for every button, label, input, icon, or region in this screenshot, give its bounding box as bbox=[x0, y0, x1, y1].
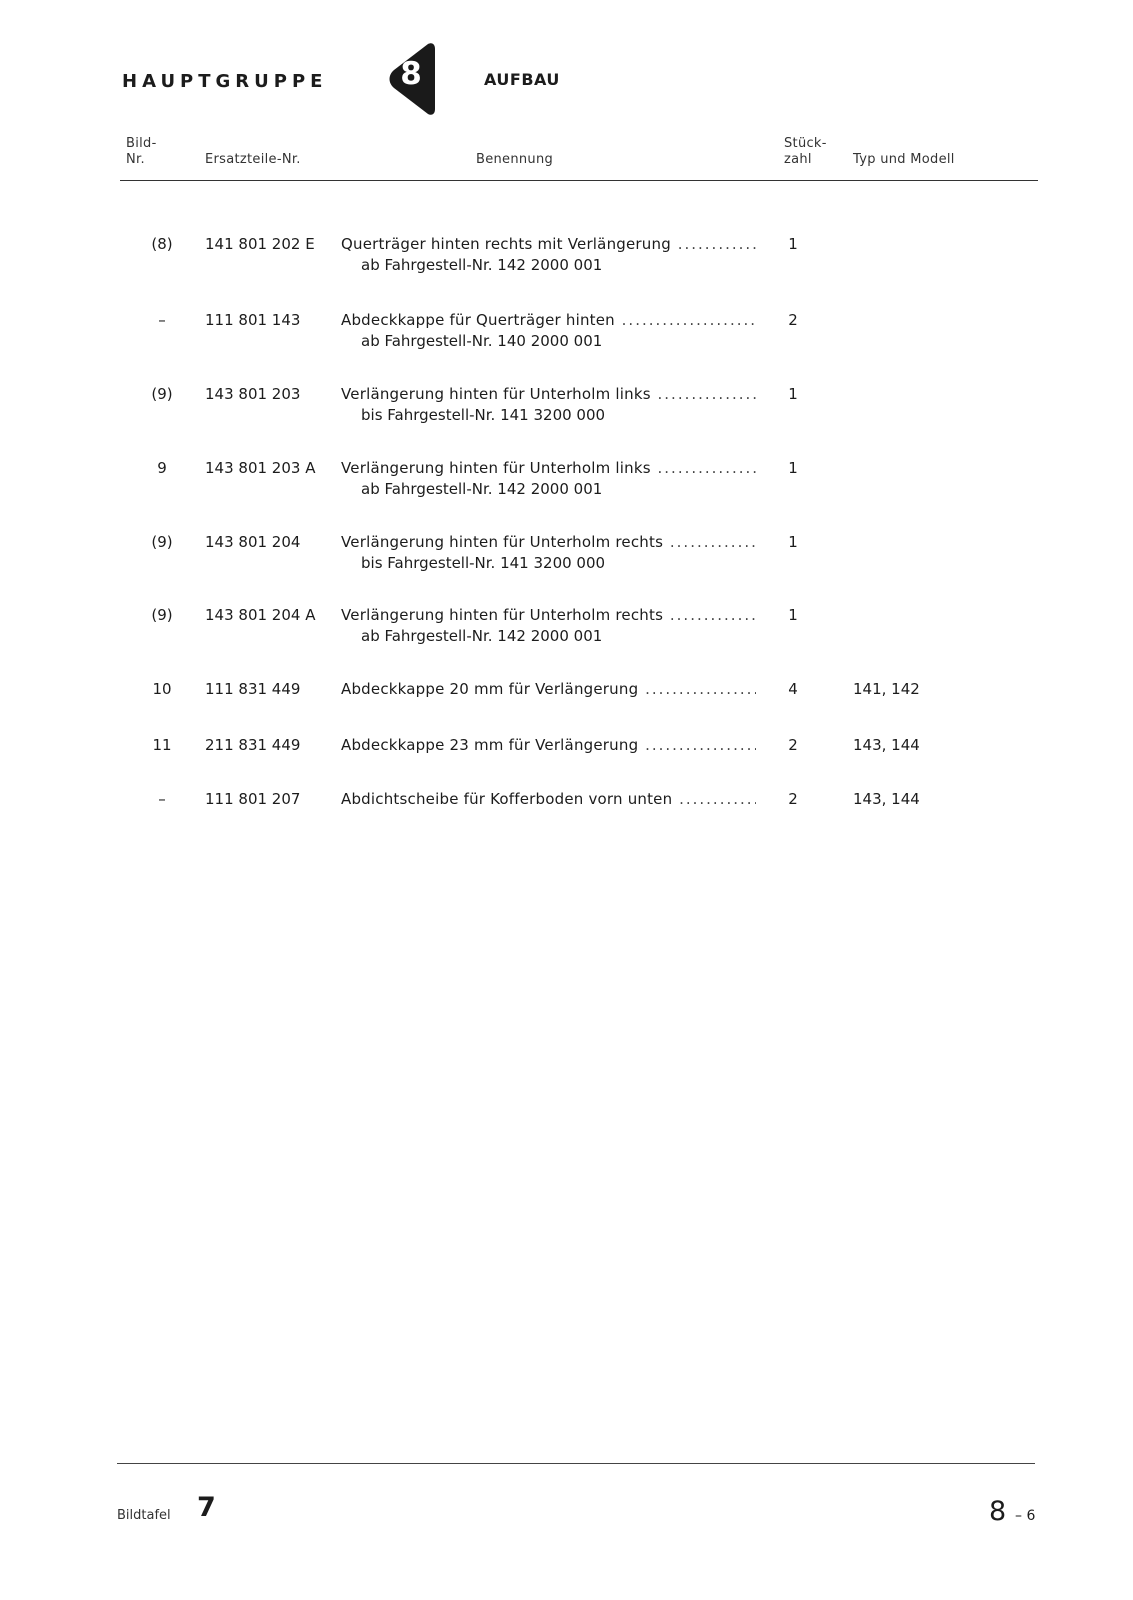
description-sub: bis Fahrgestell-Nr. 141 3200 000 bbox=[361, 406, 606, 424]
group-title: HAUPTGRUPPE bbox=[122, 71, 328, 92]
bild-nr: 9 bbox=[157, 459, 167, 477]
quantity: 1 bbox=[788, 459, 798, 477]
table-row bbox=[0, 385, 1133, 445]
description-sub: bis Fahrgestell-Nr. 141 3200 000 bbox=[361, 554, 606, 572]
description bbox=[341, 606, 756, 645]
type-model: 143, 144 bbox=[853, 790, 920, 808]
type-model: 141, 142 bbox=[853, 680, 920, 698]
description bbox=[341, 736, 756, 754]
type-model: 143, 144 bbox=[853, 736, 920, 754]
description-main: Verlängerung hinten für Unterholm rechts ..... bbox=[341, 533, 756, 551]
footer-divider bbox=[117, 1463, 1035, 1464]
part-number: 141 801 202 E bbox=[205, 235, 315, 253]
quantity: 4 bbox=[788, 680, 798, 698]
col-header-ersatzteile-nr: Ersatzteile-Nr. bbox=[205, 152, 301, 167]
description bbox=[341, 680, 756, 698]
description-main: Querträger hinten rechts mit Verlängerung ..... bbox=[341, 235, 756, 253]
plate-label: Bildtafel bbox=[117, 1508, 171, 1523]
quantity: 2 bbox=[788, 311, 798, 329]
description-main: Abdeckkappe 23 mm für Verlängerung ..... bbox=[341, 736, 756, 754]
quantity: 2 bbox=[788, 736, 798, 754]
description bbox=[341, 459, 756, 498]
table-row bbox=[0, 680, 1133, 740]
quantity: 2 bbox=[788, 790, 798, 808]
table-row bbox=[0, 790, 1133, 850]
header-divider bbox=[120, 180, 1038, 181]
plate-number: 7 bbox=[197, 1492, 216, 1523]
bild-nr: 11 bbox=[152, 736, 172, 754]
table-row bbox=[0, 235, 1133, 295]
table-row bbox=[0, 533, 1133, 593]
description-main: Abdichtscheibe für Kofferboden vorn unten ..... bbox=[341, 790, 756, 808]
description-main: Verlängerung hinten für Unterholm links ..... bbox=[341, 459, 756, 477]
table-row bbox=[0, 736, 1133, 796]
bild-nr: (8) bbox=[151, 235, 173, 253]
table-row bbox=[0, 606, 1133, 666]
section-name: AUFBAU bbox=[484, 70, 560, 89]
col-header-benennung: Benennung bbox=[476, 152, 554, 167]
part-number: 111 801 207 bbox=[205, 790, 301, 808]
quantity: 1 bbox=[788, 533, 798, 551]
table-row bbox=[0, 459, 1133, 519]
description-main: Verlängerung hinten für Unterholm rechts ..... bbox=[341, 606, 756, 624]
part-number: 143 801 204 bbox=[205, 533, 301, 551]
bild-nr: (9) bbox=[151, 533, 173, 551]
table-row bbox=[0, 311, 1133, 371]
description bbox=[341, 790, 756, 808]
part-number: 111 801 143 bbox=[205, 311, 301, 329]
page-number: 8 bbox=[989, 1496, 1007, 1527]
description-main: Abdeckkappe für Querträger hinten ..... bbox=[341, 311, 756, 329]
description bbox=[341, 385, 756, 424]
description-sub: ab Fahrgestell-Nr. 142 2000 001 bbox=[361, 627, 603, 645]
col-header-bild-nr: Bild- Nr. bbox=[126, 136, 157, 167]
page-subnumber: – 6 bbox=[1015, 1508, 1036, 1524]
part-number: 143 801 203 bbox=[205, 385, 301, 403]
description-sub: ab Fahrgestell-Nr. 142 2000 001 bbox=[361, 256, 603, 274]
quantity: 1 bbox=[788, 606, 798, 624]
part-number: 211 831 449 bbox=[205, 736, 301, 754]
part-number: 143 801 203 A bbox=[205, 459, 316, 477]
bild-nr: – bbox=[158, 311, 166, 329]
description-sub: ab Fahrgestell-Nr. 140 2000 001 bbox=[361, 332, 603, 350]
bild-nr: (9) bbox=[151, 385, 173, 403]
description-main: Abdeckkappe 20 mm für Verlängerung ..... bbox=[341, 680, 756, 698]
description-sub: ab Fahrgestell-Nr. 142 2000 001 bbox=[361, 480, 603, 498]
quantity: 1 bbox=[788, 385, 798, 403]
description bbox=[341, 235, 756, 274]
col-header-stueckzahl: Stück- zahl bbox=[784, 136, 827, 167]
bild-nr: (9) bbox=[151, 606, 173, 624]
bild-nr: – bbox=[158, 790, 166, 808]
part-number: 143 801 204 A bbox=[205, 606, 316, 624]
bild-nr: 10 bbox=[152, 680, 172, 698]
group-number: 8 bbox=[400, 56, 422, 92]
group-number-badge bbox=[388, 42, 438, 116]
description bbox=[341, 533, 756, 572]
col-header-typ-modell: Typ und Modell bbox=[853, 152, 955, 167]
description-main: Verlängerung hinten für Unterholm links ..... bbox=[341, 385, 756, 403]
part-number: 111 831 449 bbox=[205, 680, 301, 698]
quantity: 1 bbox=[788, 235, 798, 253]
description bbox=[341, 311, 756, 350]
